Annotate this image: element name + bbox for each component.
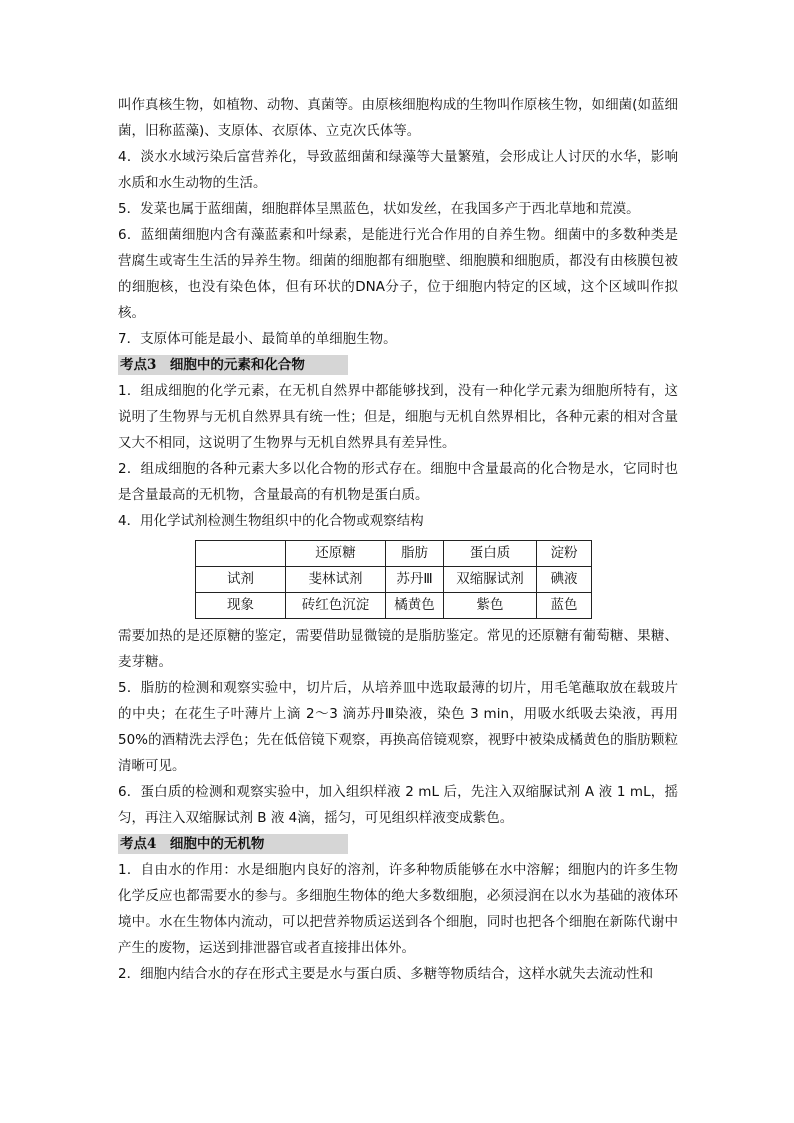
table-cell: 斐林试剂 — [286, 567, 386, 593]
section3-paragraph-1: 1．组成细胞的化学元素，在无机自然界中都能够找到，没有一种化学元素为细胞所特有，这说明了生物界与无机自然界具有统一性；但是，细胞与无机自然界相比，各种元素的相对含量又大不相同，这说明了生物界与无机自然界具有差异性。 — [118, 383, 678, 451]
table-header-row — [196, 541, 592, 567]
paragraph-item-6: 6．蓝细菌细胞内含有藻蓝素和叶绿素，是能进行光合作用的自养生物。细菌中的多数种类是营腐生或寄生生活的异养生物。细菌的细胞都有细胞壁、细胞膜和细胞质，都没有由核膜包被的细胞核，也没有染色体，但有环状的DNA分子，位于细胞内特定的区域，这个区域叫作拟核。 — [118, 227, 678, 321]
table-cell: 紫色 — [444, 593, 537, 619]
section-heading-3 — [118, 355, 348, 375]
reagent-table — [195, 540, 592, 619]
table-cell: 砖红色沉淀 — [286, 593, 386, 619]
section3-paragraph-6: 6．蛋白质的检测和观察实验中，加入组织样液 2 mL 后，先注入双缩脲试剂 A 液 1 mL，摇匀，再注入双缩脲试剂 B 液 4滴，摇匀，可见组织样液变成紫色。 — [118, 784, 678, 826]
table-cell: 碘液 — [537, 567, 592, 593]
table-row — [196, 567, 592, 593]
table-cell: 双缩脲试剂 — [444, 567, 537, 593]
section3-paragraph-2: 2．组成细胞的各种元素大多以化合物的形式存在。细胞中含量最高的化合物是水，它同时也是含量最高的无机物，含量最高的有机物是蛋白质。 — [118, 461, 678, 503]
section4-paragraph-2: 2．细胞内结合水的存在形式主要是水与蛋白质、多糖等物质结合，这样水就失去流动性和 — [118, 966, 654, 982]
table-row — [196, 593, 592, 619]
table-cell: 蓝色 — [537, 593, 592, 619]
paragraph-item-4: 4．淡水水域污染后富营养化，导致蓝细菌和绿藻等大量繁殖，会形成让人讨厌的水华，影响水质和水生动物的生活。 — [118, 149, 678, 191]
table-header-cell: 还原糖 — [286, 541, 386, 567]
section3-paragraph-4: 4．用化学试剂检测生物组织中的化合物或观察结构 — [118, 513, 424, 529]
table-header-cell: 脂肪 — [386, 541, 444, 567]
table-cell: 苏丹Ⅲ — [386, 567, 444, 593]
table-header-cell: 蛋白质 — [444, 541, 537, 567]
table-header-cell — [196, 541, 286, 567]
table-header-cell: 淀粉 — [537, 541, 592, 567]
paragraph-continuation: 叫作真核生物，如植物、动物、真菌等。由原核细胞构成的生物叫作原核生物，如细菌(如蓝细菌，旧称蓝藻)、支原体、衣原体、立克次氏体等。 — [118, 97, 678, 139]
paragraph-item-7: 7．支原体可能是最小、最简单的单细胞生物。 — [118, 331, 397, 347]
table-cell: 试剂 — [196, 567, 286, 593]
section4-paragraph-1: 1．自由水的作用：水是细胞内良好的溶剂，许多种物质能够在水中溶解；细胞内的许多生物化学反应也都需要水的参与。多细胞生物体的绝大多数细胞，必须浸润在以水为基础的液体环境中。水在生物体内流动，可以把营养物质运送到各个细胞，同时也把各个细胞在新陈代谢中产生的废物，运送到排泄器官或者直接排出体外。 — [118, 862, 678, 956]
table-cell: 现象 — [196, 593, 286, 619]
paragraph-item-5: 5．发菜也属于蓝细菌，细胞群体呈黑蓝色，状如发丝，在我国多产于西北草地和荒漠。 — [118, 201, 640, 217]
section3-paragraph-5: 5．脂肪的检测和观察实验中，切片后，从培养皿中选取最薄的切片，用毛笔蘸取放在载玻片的中央；在花生子叶薄片上滴 2～3 滴苏丹Ⅲ染液，染色 3 min，用吸水纸吸去染液，再用 50%的酒精洗去浮色；先在低倍镜下观察，再换高倍镜观察，视野中被染成橘黄色的脂肪颗粒清晰可见。 — [118, 680, 678, 774]
section-heading-4-text: 考点4 细胞中的无机物 — [120, 836, 265, 852]
document-content — [118, 92, 678, 987]
section-heading-3-text: 考点3 细胞中的元素和化合物 — [120, 357, 305, 373]
table-cell: 橘黄色 — [386, 593, 444, 619]
section-heading-4 — [118, 834, 348, 854]
section3-paragraph-note: 需要加热的是还原糖的鉴定，需要借助显微镜的是脂肪鉴定。常见的还原糖有葡萄糖、果糖、麦芽糖。 — [118, 628, 678, 670]
